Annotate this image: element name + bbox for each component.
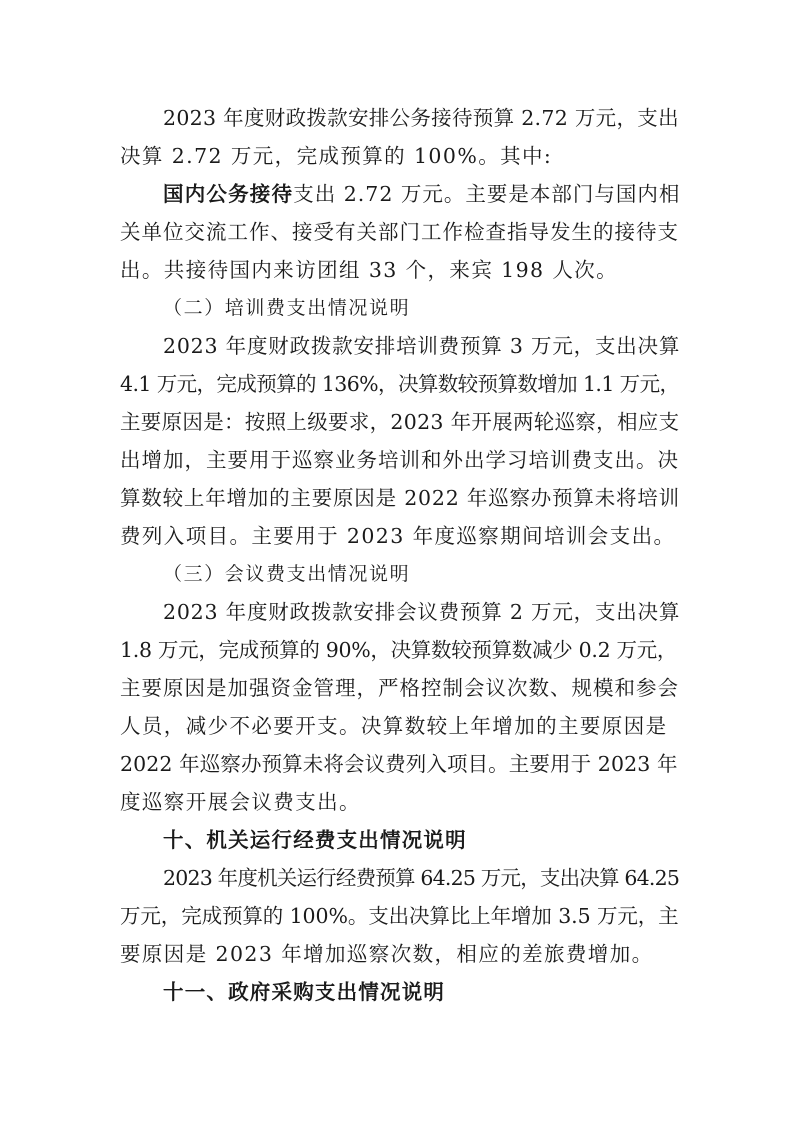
meeting-line-4: 人员，减少不必要开支。决算数较上年增加的主要原因是 bbox=[120, 714, 668, 738]
operating-line-2: 万元，完成预算的 100%。支出决算比上年增加 3.5 万元，主 bbox=[120, 904, 679, 928]
meeting-line-3: 主要原因是加强资金管理，严格控制会议次数、规模和参会 bbox=[120, 676, 679, 700]
meeting-line-6: 度巡察开展会议费支出。 bbox=[120, 790, 361, 814]
domestic-reception-text: 支出 2.72 万元。主要是本部门与国内相 bbox=[293, 182, 681, 206]
reception-line-5: 出。共接待国内来访团组 33 个，来宾 198 人次。 bbox=[120, 258, 619, 282]
training-line-6: 费列入项目。主要用于 2023 年度巡察期间培训会支出。 bbox=[120, 524, 676, 548]
meeting-line-1: 2023 年度财政拨款安排会议费预算 2 万元，支出决算 bbox=[163, 600, 681, 624]
training-line-2: 4.1 万元，完成预算的 136%，决算数较预算数增加 1.1 万元， bbox=[120, 372, 680, 396]
training-heading: （二）培训费支出情况说明 bbox=[163, 297, 411, 319]
operating-line-3: 要原因是 2023 年增加巡察次数，相应的差旅费增加。 bbox=[120, 942, 654, 966]
reception-line-2: 决算 2.72 万元，完成预算的 100%。其中: bbox=[120, 144, 553, 168]
meeting-line-2: 1.8 万元，完成预算的 90%，决算数较预算数减少 0.2 万元， bbox=[120, 638, 678, 662]
training-line-3: 主要原因是：按照上级要求，2023 年开展两轮巡察，相应支 bbox=[120, 410, 680, 434]
meeting-line-5: 2022 年巡察办预算未将会议费列入项目。主要用于 2023 年 bbox=[120, 752, 678, 776]
meeting-heading: （三）会议费支出情况说明 bbox=[163, 563, 411, 585]
training-line-1: 2023 年度财政拨款安排培训费预算 3 万元，支出决算 bbox=[163, 334, 681, 358]
reception-line-4: 关单位交流工作、接受有关部门工作检查指导发生的接待支 bbox=[120, 220, 679, 244]
operating-line-1: 2023 年度机关运行经费预算 64.25 万元，支出决算 64.25 bbox=[163, 866, 680, 890]
procurement-heading: 十一、政府采购支出情况说明 bbox=[163, 980, 446, 1004]
domestic-reception-line bbox=[163, 182, 680, 206]
domestic-reception-label: 国内公务接待 bbox=[163, 182, 294, 206]
training-line-4: 出增加，主要用于巡察业务培训和外出学习培训费支出。决 bbox=[120, 448, 679, 472]
training-line-5: 算数较上年增加的主要原因是 2022 年巡察办预算未将培训 bbox=[120, 486, 680, 510]
reception-line-1: 2023 年度财政拨款安排公务接待预算 2.72 万元，支出 bbox=[163, 106, 679, 130]
operating-heading: 十、机关运行经费支出情况说明 bbox=[163, 828, 467, 852]
